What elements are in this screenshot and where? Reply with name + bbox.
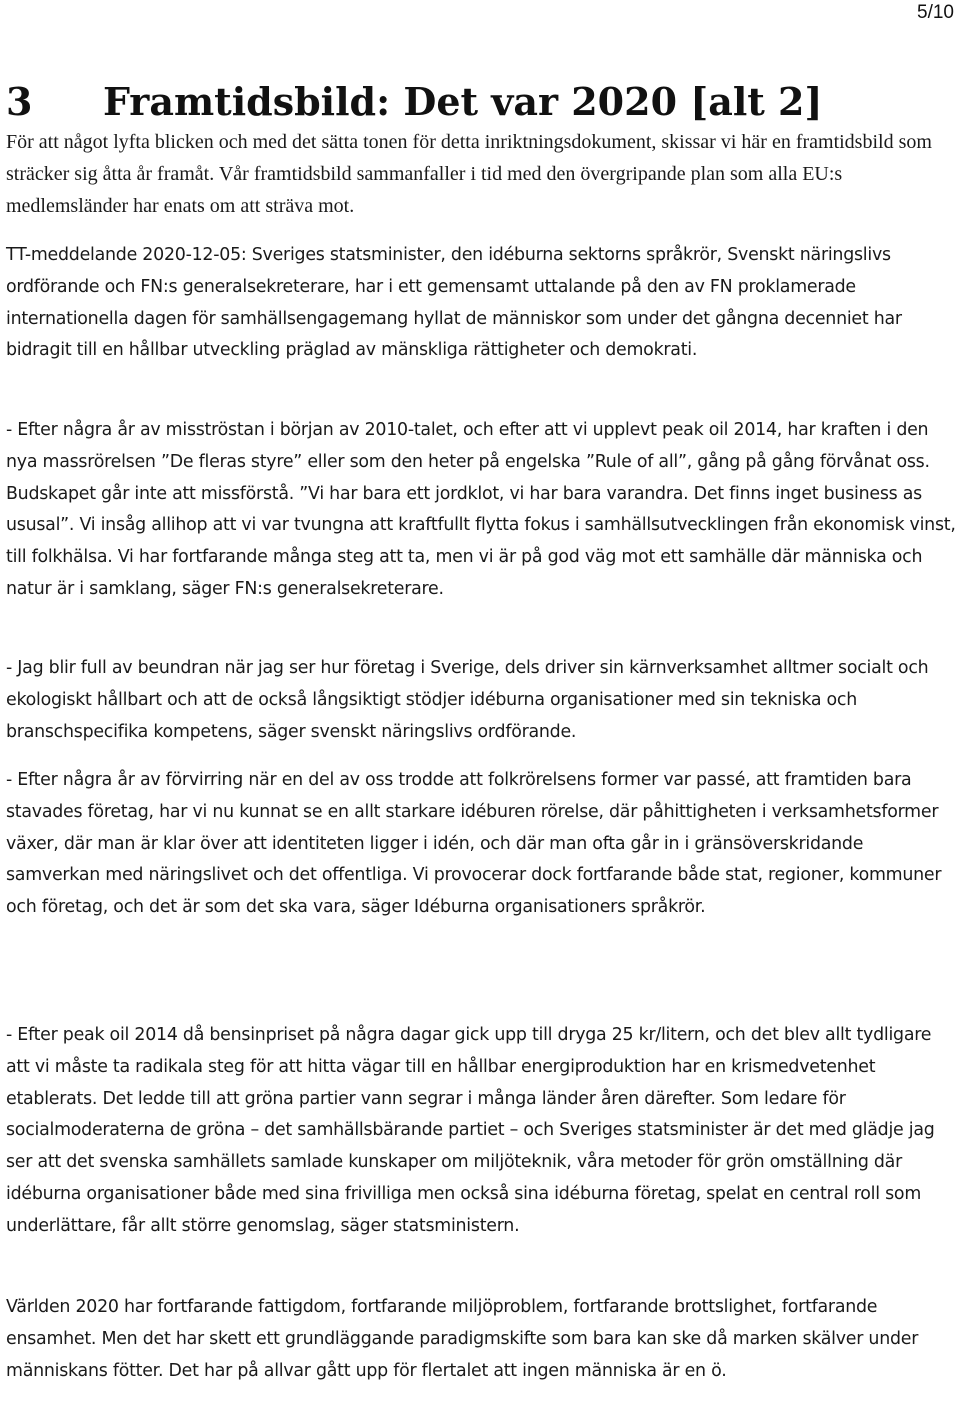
section-title: Framtidsbild: Det var 2020 [alt 2] — [103, 79, 823, 124]
intro-paragraph: För att något lyfta blicken och med det sätta tonen för detta inriktningsdokument, skissar vi här en framtidsbild som sträcker sig åtta år framåt. Vår framtidsbild sammanfaller i tid med den övergripande plan som alla EU:s medlemsländer har enats om att sträva mot. — [6, 131, 932, 217]
business-chair-quote-paragraph: - Jag blir full av beundran när jag ser hur företag i Sverige, dels driver sin kärnverksamhet alltmer socialt och ekologiskt hållbart och att de också långsiktigt stödjer idéburna organisationer med sin tekniska och branschspecifika kompetens, säger svenskt näringslivs ordförande. — [6, 658, 929, 742]
press-release-paragraph: TT-meddelande 2020-12-05: Sveriges statsminister, den idéburna sektorns språkrör, Svenskt näringslivs ordförande och FN:s generalsekreterare, har i ett gemensamt uttalande på den av FN proklamerade internationella dagen för samhällsengagemang hyllat de människor som under det gångna decenniet har bidragit till en hållbar utveckling präglad av mänskliga rättigheter och demokrati. — [6, 245, 902, 361]
closing-paragraph: Världen 2020 har fortfarande fattigdom, fortfarande miljöproblem, fortfarande brottslighet, fortfarande ensamhet. Men det har skett ett grundläggande paradigmskifte som bara kan ske då marken skälver under människans fötter. Det har på allvar gått upp för flertalet att ingen människa är en ö. — [6, 1297, 919, 1381]
section-heading — [6, 78, 956, 126]
un-secretary-quote-paragraph: - Efter några år av misströstan i början av 2010-talet, och efter att vi upplevt peak oil 2014, har kraften i den nya massrörelsen ”De fleras styre” eller som den heter på engelska ”Rule of all”, gång på gång förvånat oss. Budskapet går inte att missförstå. ”Vi har bara ett jordklot, vi har bara varandra. Det finns inget business as ususal”. Vi insåg allihop att vi var tvungna att kraftfullt flytta fokus i samhällsutvecklingen från ekonomisk vinst, till folkhälsa. Vi har fortfarande många steg att ta, men vi är på god väg mot ett samhälle där människa och natur är i samklang, säger FN:s generalsekreterare. — [6, 420, 956, 599]
prime-minister-quote-paragraph: - Efter peak oil 2014 då bensinpriset på några dagar gick upp till dryga 25 kr/litern, och det blev allt tydligare att vi måste ta radikala steg för att hitta vägar till en hållbar energiproduktion har en krismedvetenhet etablerats. Det ledde till att gröna partier vann segrar i många länder åren därefter. Som ledare för socialmoderaterna de gröna – det samhällsbärande partiet – och Sveriges statsminister är det med glädje jag ser att det svenska samhällets samlade kunskaper om miljöteknik, våra metoder för grön omställning där idéburna organisationer både med sina frivilliga men också sina idéburna företag, spelat en central roll som underlättare, får allt större genomslag, säger statsministern. — [6, 1025, 935, 1236]
page-number: 5/10 — [917, 2, 954, 23]
civil-society-quote-paragraph: - Efter några år av förvirring när en del av oss trodde att folkrörelsens former var passé, att framtiden bara stavades företag, har vi nu kunnat se en allt starkare idéburen rörelse, där påhittigheten i verksamhetsformer växer, där man är klar över att identiteten ligger i idén, och där man ofta går in i gränsöverskridande samverkan med näringslivet och det offentliga. Vi provocerar dock fortfarande både stat, regioner, kommuner och företag, och det är som det ska vara, säger Idéburna organisationers språkrör. — [6, 770, 942, 918]
section-number: 3 — [6, 79, 33, 124]
